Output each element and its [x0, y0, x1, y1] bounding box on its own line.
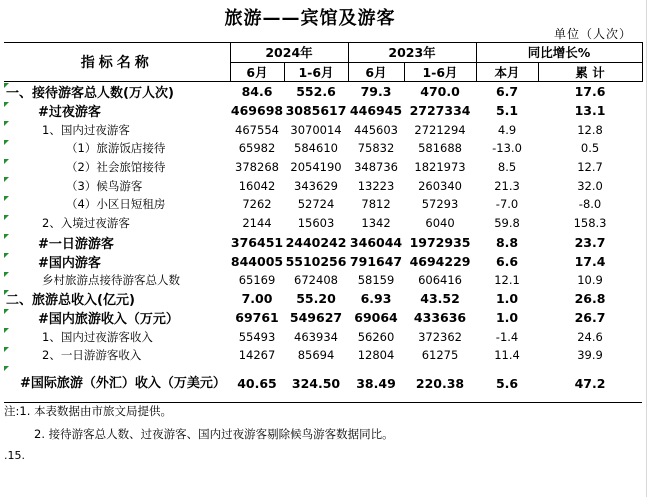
- indicator-name-header: 指标名称: [4, 43, 230, 82]
- table-row: [4, 195, 642, 214]
- sub-header: 累 计: [538, 62, 642, 82]
- row-value: -7.0: [495, 197, 519, 212]
- column-gridline: [646, 0, 647, 497]
- row-value: 1972935: [409, 234, 471, 250]
- row-value: 0.5: [580, 141, 600, 156]
- row-label: #国内旅游收入（万元）: [38, 312, 179, 328]
- row-value: 12.7: [577, 160, 603, 175]
- row-value: 12804: [357, 348, 395, 363]
- row-value: 75832: [357, 141, 395, 156]
- row-label: （1）旅游饭店接待: [66, 141, 166, 156]
- row-value: 26.8: [574, 291, 606, 307]
- table-row: [4, 120, 642, 139]
- row-value: 1.0: [495, 310, 519, 326]
- row-label: 2、入境过夜游客: [42, 216, 130, 231]
- row-label: 2、一日游游客收入: [42, 348, 142, 363]
- row-value: 463934: [294, 329, 338, 344]
- table-row: [4, 101, 642, 120]
- row-value: 5.1: [495, 103, 519, 119]
- cell-marker-icon: [4, 83, 9, 88]
- row-value: 470.0: [404, 82, 476, 102]
- row-label: #一日游游客: [38, 236, 114, 252]
- row-value: 56260: [357, 329, 395, 344]
- row-value: 348736: [354, 160, 398, 175]
- table-row: [4, 158, 642, 177]
- sub-header: 本月: [476, 62, 538, 82]
- row-value: 2721294: [414, 122, 466, 137]
- row-value: 5510256: [285, 253, 347, 269]
- row-value: 13.1: [574, 103, 606, 119]
- row-value: 672408: [294, 272, 338, 287]
- row-label: #国际旅游（外汇）收入（万美元）: [4, 365, 230, 403]
- cell-marker-icon: [4, 366, 9, 371]
- row-value: 584610: [294, 141, 338, 156]
- row-label: 1、国内过夜游客收入: [42, 329, 153, 344]
- row-value: 581688: [418, 141, 462, 156]
- year-2023-header: 2023年: [348, 43, 476, 63]
- row-value: 5.6: [476, 365, 538, 403]
- cell-marker-icon: [4, 309, 9, 314]
- row-value: 378268: [235, 160, 279, 175]
- row-value: 469698: [230, 103, 284, 119]
- row-value: 606416: [418, 272, 462, 287]
- row-value: 3070014: [290, 122, 342, 137]
- row-value: 26.7: [574, 310, 606, 326]
- row-value: 21.3: [494, 178, 520, 193]
- row-value: 6.93: [360, 291, 392, 307]
- row-value: 324.50: [284, 365, 348, 403]
- cell-marker-icon: [4, 234, 9, 239]
- row-value: 84.6: [230, 82, 284, 102]
- table-row: [4, 214, 642, 233]
- row-value: 6.7: [476, 82, 538, 102]
- row-value: 8.5: [497, 160, 517, 175]
- row-value: 12.8: [577, 122, 603, 137]
- row-label: （2）社会旅馆接待: [66, 160, 166, 175]
- row-value: 47.2: [538, 365, 642, 403]
- row-value: 58159: [357, 272, 395, 287]
- table-row: [4, 139, 642, 158]
- row-value: 8.8: [495, 234, 519, 250]
- table-row: [4, 346, 642, 365]
- row-value: 10.9: [577, 272, 603, 287]
- cell-marker-icon: [4, 102, 9, 107]
- row-value: -8.0: [578, 197, 602, 212]
- row-value: 1342: [361, 216, 391, 231]
- row-value: 791647: [349, 253, 403, 269]
- cell-marker-icon: [4, 215, 9, 220]
- row-value: 549627: [289, 310, 343, 326]
- row-value: 57293: [421, 197, 459, 212]
- cell-marker-icon: [4, 121, 9, 126]
- row-value: 65169: [238, 272, 276, 287]
- row-value: 32.0: [577, 178, 603, 193]
- row-value: 346044: [349, 234, 403, 250]
- row-value: 69761: [235, 310, 279, 326]
- row-value: 79.3: [348, 82, 404, 102]
- row-value: 17.6: [538, 82, 642, 102]
- page-number: .15.: [4, 449, 25, 462]
- row-label: 一、接待游客总人数(万人次): [4, 82, 230, 102]
- row-value: 433636: [413, 310, 467, 326]
- cell-marker-icon: [4, 253, 9, 258]
- year-2024-header: 2024年: [230, 43, 348, 63]
- row-value: 343629: [294, 178, 338, 193]
- table-row: [4, 82, 642, 102]
- row-value: 65982: [238, 141, 276, 156]
- footnote-2: 2. 接待游客总人数、过夜游客、国内过夜游客剔除候鸟游客数据同比。: [34, 427, 394, 441]
- row-value: 1.0: [495, 291, 519, 307]
- row-value: 14267: [238, 348, 276, 363]
- row-value: 844005: [230, 253, 284, 269]
- row-value: 16042: [238, 178, 276, 193]
- sub-header: 6月: [348, 62, 404, 82]
- table-row: [4, 365, 642, 403]
- statistics-table: [4, 42, 643, 403]
- row-value: 552.6: [284, 82, 348, 102]
- cell-marker-icon: [4, 328, 9, 333]
- unit-label: 单位（人次）: [553, 27, 632, 41]
- row-value: 38.49: [348, 365, 404, 403]
- cell-marker-icon: [4, 159, 9, 164]
- row-value: 4.9: [497, 122, 517, 137]
- row-label: 1、国内过夜游客: [42, 122, 130, 137]
- sub-header: 1-6月: [284, 62, 348, 82]
- row-value: 43.52: [420, 291, 460, 307]
- row-value: 3085617: [285, 103, 347, 119]
- row-value: 15603: [297, 216, 335, 231]
- row-value: 2727334: [409, 103, 471, 119]
- table-row: [4, 176, 642, 195]
- row-value: -1.4: [495, 329, 519, 344]
- row-value: 445603: [354, 122, 398, 137]
- row-value: 2054190: [290, 160, 342, 175]
- row-value: 2440242: [285, 234, 347, 250]
- sub-header: 6月: [230, 62, 284, 82]
- row-value: 1821973: [414, 160, 466, 175]
- row-label: 二、旅游总收入(亿元): [6, 293, 135, 309]
- row-value: 11.4: [494, 348, 520, 363]
- row-value: 467554: [235, 122, 279, 137]
- row-value: 260340: [418, 178, 462, 193]
- row-label: #过夜游客: [38, 105, 101, 121]
- row-value: 2144: [242, 216, 272, 231]
- row-value: 6.6: [495, 253, 519, 269]
- row-value: 4694229: [409, 253, 471, 269]
- cell-marker-icon: [4, 290, 9, 295]
- row-value: 52724: [297, 197, 335, 212]
- table-row: [4, 252, 642, 271]
- table-row: [4, 289, 642, 308]
- cell-marker-icon: [4, 347, 9, 352]
- row-value: 7812: [361, 197, 391, 212]
- table-title: 旅游——宾馆及游客: [224, 8, 396, 29]
- row-value: 376451: [230, 234, 284, 250]
- row-value: 6040: [425, 216, 455, 231]
- sub-header: 1-6月: [404, 62, 476, 82]
- row-label: （3）候鸟游客: [66, 178, 143, 193]
- table-row: [4, 327, 642, 346]
- growth-header: 同比增长%: [476, 43, 642, 63]
- row-value: 40.65: [230, 365, 284, 403]
- row-value: 85694: [297, 348, 335, 363]
- cell-marker-icon: [4, 272, 9, 277]
- row-value: 372362: [418, 329, 462, 344]
- row-value: 55.20: [296, 291, 336, 307]
- row-value: 158.3: [573, 216, 607, 231]
- row-value: 59.8: [494, 216, 520, 231]
- row-value: 69064: [354, 310, 398, 326]
- footnote-1: 注:1. 本表数据由市旅文局提供。: [4, 404, 173, 418]
- cell-marker-icon: [4, 177, 9, 182]
- row-value: 13223: [357, 178, 395, 193]
- row-value: 24.6: [577, 329, 603, 344]
- row-value: -13.0: [492, 141, 522, 156]
- row-value: 220.38: [404, 365, 476, 403]
- cell-marker-icon: [4, 140, 9, 145]
- row-value: 7.00: [241, 291, 273, 307]
- row-value: 17.4: [574, 253, 606, 269]
- row-value: 12.1: [494, 272, 520, 287]
- row-value: 55493: [238, 329, 276, 344]
- table-row: [4, 271, 642, 290]
- table-row: [4, 233, 642, 252]
- table-row: [4, 308, 642, 327]
- row-label: （4）小区日短租房: [66, 197, 166, 212]
- row-value: 23.7: [574, 234, 606, 250]
- row-value: 446945: [349, 103, 403, 119]
- cell-marker-icon: [4, 196, 9, 201]
- header-row-years: [4, 43, 642, 63]
- row-label: 乡村旅游点接待游客总人数: [42, 272, 180, 287]
- row-value: 39.9: [577, 348, 603, 363]
- row-label: #国内游客: [38, 255, 101, 271]
- row-value: 7262: [242, 197, 272, 212]
- row-value: 61275: [421, 348, 459, 363]
